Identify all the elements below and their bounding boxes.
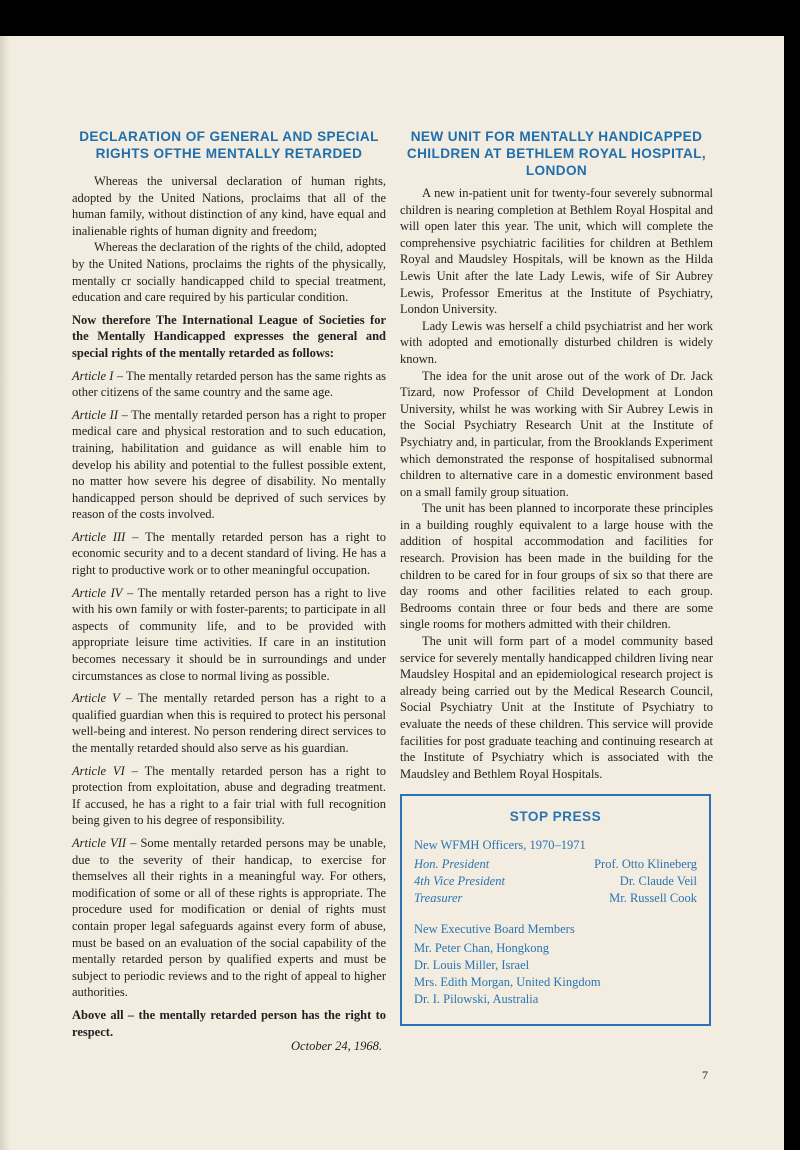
article-4-text: – The mentally retarded person has a right to live with his own family or with foster-parents; to participate in all aspects of community life, and to be provided with appropriate leisure time activities. If care in an institution becomes necessary it should be in surroundings and under circumstances as close to normal living as possible.	[72, 585, 386, 683]
news-paragraph-2: Lady Lewis was herself a child psychiatrist and her work with adopted and emotionally disturbed children is widely known.	[400, 318, 713, 366]
news-paragraph-1: A new in-patient unit for twenty-four severely subnormal children is nearing completion at Bethlem Royal Hospital and will open later this year. The unit, which will complete the comprehensive psychiatric facilities for children at Bethlem Royal and Maudsley Hospitals, will be known as the Hilda Lewis Unit after the late Lady Lewis, wife of Sir Aubrey Lewis, Professor Emeritus at the Institute of Psychiatry, London University.	[400, 186, 713, 317]
declaration-date: October 24, 1968.	[291, 1039, 382, 1054]
officer-role: Hon. President	[414, 857, 490, 871]
article-7-text: – Some mentally retarded persons may be unable, due to the severity of their handicap, to exercise for themselves all their rights in a meaningful way. For others, modification of some or all of these rights is appropriate. The procedure used for modification or denial of rights must contain proper legal safeguards against every form of abuse, must be based on an evaluation of the social capability of the mentally retarded person by qualified experts and must be subject to periodic reviews and to the right of appeal to higher authorities.	[72, 835, 387, 1000]
article-1	[72, 368, 386, 401]
declaration-heading: DECLARATION OF GENERAL AND SPECIAL RIGHTS OFTHE MENTALLY RETARDED	[79, 129, 379, 161]
article-5-title: Article V	[72, 691, 120, 706]
article-5-text: – The mentally retarded person has a right to a qualified guardian when this is required to protect his personal well-being and interest. No person rendering direct services to the mentally retarded should also serve as his guardian.	[72, 691, 386, 755]
officers-title: New WFMH Officers, 1970–1971	[414, 838, 586, 852]
article-7-title: Article VII	[72, 835, 127, 850]
news-column	[400, 128, 713, 782]
news-heading: NEW UNIT FOR MENTALLY HANDICAPPED CHILDREN AT BETHLEM ROYAL HOSPITAL, LONDON	[406, 129, 707, 178]
officer-name: Dr. Claude Veil	[619, 874, 697, 888]
declaration-closing: Above all – the mentally retarded person has the right to respect.	[72, 1007, 386, 1039]
board-title: New Executive Board Members	[414, 922, 575, 936]
article-1-title: Article I	[72, 368, 114, 383]
article-5	[72, 690, 386, 756]
article-4-title: Article IV	[72, 585, 123, 600]
stop-press-box	[400, 794, 711, 1026]
stop-press-heading: STOP PRESS	[509, 809, 602, 824]
officer-role: Treasurer	[414, 891, 463, 905]
officer-row	[414, 890, 697, 907]
page	[0, 36, 784, 1150]
news-paragraph-3: The idea for the unit arose out of the work of Dr. Jack Tizard, now Professor of Child Development at London University, whilst he was working with Sir Aubrey Lewis in the Social Psychiatry Research Unit at the Institute of Psychiatry and, in particular, from the Brooklands Experiment which demonstrated the response of hospitalised subnormal children to alternative care in a domestic environment based on a small family group situation.	[400, 368, 713, 499]
news-paragraph-4: The unit has been planned to incorporate these principles in a building roughly equivalent to a large house with the addition of hospital accommodation and facilities for research. Provision has been made in the building for the children to be cared for in four groups of six so that there are day rooms and other facilities related to each group. Bedrooms contain three or four beds and there are some single rooms for mothers admitted with their children.	[400, 501, 713, 632]
board-member: Dr. Louis Miller, Israel	[414, 958, 530, 972]
board-member: Mr. Peter Chan, Hongkong	[414, 941, 550, 955]
article-2	[72, 407, 386, 523]
declaration-paragraph-1: Whereas the universal declaration of human rights, adopted by the United Nations, proclaims that all of the human family, without distinction of any kind, have equal and inalienable rights of human dignity and freedom;	[72, 174, 386, 238]
officer-role: 4th Vice President	[414, 874, 505, 888]
article-2-text: – The mentally retarded person has a right to proper medical care and physical restoration and to such education, training, habilitation and guidance as will enable him to develop his ability and potential to the fullest possible extent, no matter how severe his degree of disability. No mentally handicapped person should be deprived of such services by reason of the costs involved.	[72, 407, 386, 522]
page-edge-shadow	[0, 36, 10, 1150]
article-6-text: – The mentally retarded person has a right to protection from exploitation, abuse and degrading treatment. If accused, he has a right to a fair trial with full recognition being given to his degree of responsibility.	[72, 763, 386, 828]
article-2-title: Article II	[72, 407, 118, 422]
officer-name: Prof. Otto Klineberg	[594, 857, 697, 871]
declaration-preamble: Now therefore The International League of Societies for the Mentally Handicapped expresses the general and special rights of the mentally retarded as follows:	[72, 312, 386, 360]
article-1-text: – The mentally retarded person has the same rights as other citizens of the same country and the same age.	[72, 368, 386, 400]
news-paragraph-5: The unit will form part of a model community based service for severely mentally handicapped children living near Maudsley Hospital and an epidemiological research project is already being carried out by the Medical Research Council, Social Psychiatry Unit at the Institute of Psychiatry to evaluate the needs of these children. This service will provide facilities for post graduate teaching and continuing research at the Institute of Psychiatry which is associated with the Maudsley and Bethlem Royal Hospitals.	[400, 634, 713, 781]
article-3-title: Article III	[72, 529, 126, 544]
article-4	[72, 585, 386, 685]
article-7	[72, 835, 386, 1001]
article-6	[72, 763, 386, 829]
article-3	[72, 529, 386, 579]
board-member: Dr. I. Pilowski, Australia	[414, 992, 539, 1006]
page-number: 7	[702, 1068, 708, 1082]
officer-row	[414, 856, 697, 873]
article-6-title: Article VI	[72, 763, 125, 778]
declaration-paragraph-2: Whereas the declaration of the rights of the child, adopted by the United Nations, proclaims the rights of the physically, mentally cr socially handicapped child to special treatment, education and care required by his particular condition.	[72, 240, 386, 305]
article-3-text: – The mentally retarded person has a right to economic security and to a decent standard of living. He has a right to productive work or to other meaningful occupation.	[72, 529, 386, 578]
declaration-column	[72, 128, 386, 1055]
officer-name: Mr. Russell Cook	[609, 891, 697, 905]
board-member: Mrs. Edith Morgan, United Kingdom	[414, 975, 601, 989]
officer-row	[414, 873, 697, 890]
